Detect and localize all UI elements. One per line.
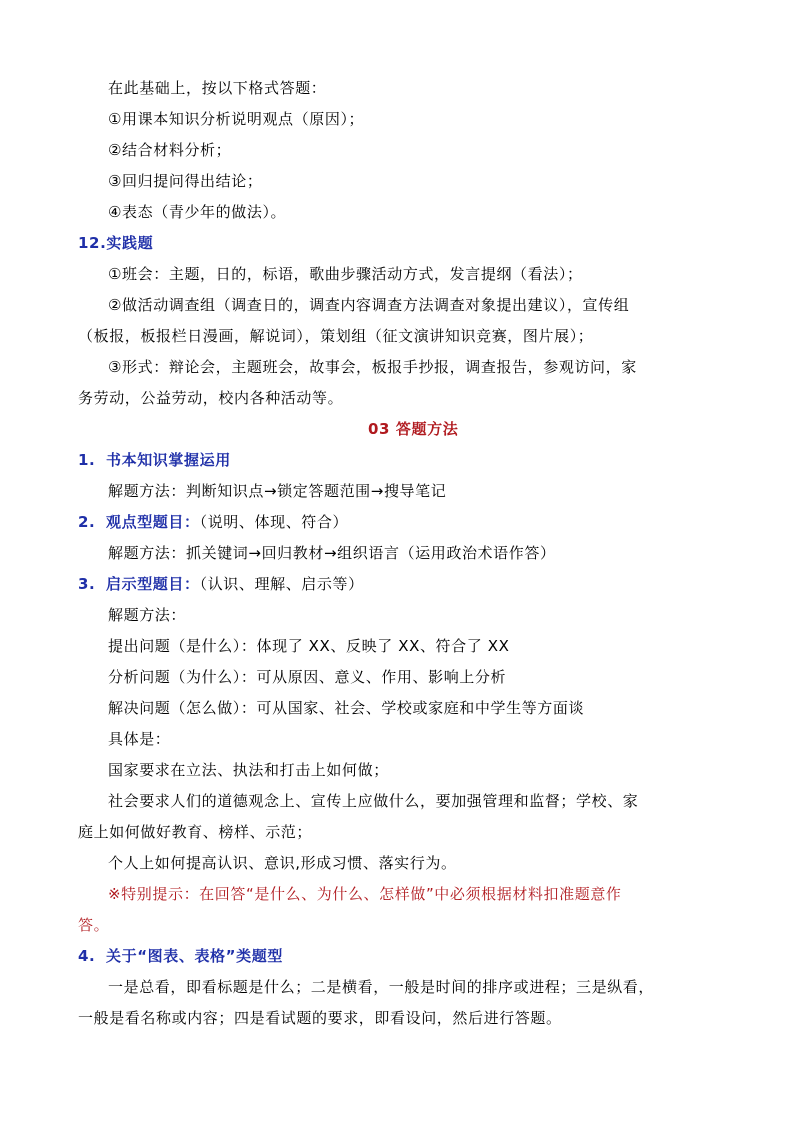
practice-point-1: ①班会：主题，日的，标语，歌曲步骤活动方式，发言提纲（看法）； [108, 265, 583, 283]
item-3-state: 国家要求在立法、执法和打击上如何做； [108, 761, 389, 779]
item-3-heading [78, 574, 364, 594]
item-3-method-label: 解题方法： [108, 606, 187, 624]
item-3-why: 分析问题（为什么）：可从原因、意义、作用、影响上分析 [108, 668, 507, 686]
item-4-heading [78, 946, 283, 966]
item-2-method: 解题方法：抓关键词→回归教材→组织语言（运用政治术语作答） [108, 544, 556, 562]
item-4-text-cont: 一般是看名称或内容；四是看试题的要求，即看设问，然后进行答题。 [78, 1009, 562, 1027]
practice-point-2: ②做活动调查组（调查日的，调查内容调查方法调查对象提出建议），宣传组 [108, 296, 630, 314]
item-4-title: 关于“图表、表格”类题型 [106, 947, 283, 965]
item-2-note: （说明、体现、符合） [199, 513, 349, 531]
practice-point-3: ③形式：辩论会，主题班会，故事会，板报手抄报，调查报告，参观访问，家 [108, 358, 637, 376]
item-3-specifics-label: 具体是： [108, 730, 171, 748]
item-2-heading [78, 512, 348, 532]
format-intro: 在此基础上，按以下格式答题： [108, 79, 327, 97]
item-4-text: 一是总看，即看标题是什么；二是横看，一般是时间的排序或进程；三是纵看， [108, 978, 655, 996]
item-3-title: 启示型题目： [106, 575, 200, 593]
format-step-1: ①用课本知识分析说明观点（原因）； [108, 110, 365, 128]
format-step-4: ④表态（青少年的做法）。 [108, 203, 287, 221]
practice-point-2-cont: （板报，板报栏日漫画，解说词），策划组（征文演讲知识竞赛，图片展）； [78, 327, 594, 345]
practice-heading: 12.实践题 [78, 234, 154, 252]
special-tip: ※特别提示：在回答“是什么、为什么、怎样做”中必须根据材料扣准题意作 [108, 885, 622, 903]
item-1-number: 1. [78, 451, 96, 469]
section-title: 03 答题方法 [368, 420, 459, 438]
item-3-society-cont: 庭上如何做好教育、榜样、示范； [78, 823, 313, 841]
practice-point-3-cont: 务劳动，公益劳动，校内各种活动等。 [78, 389, 344, 407]
item-3-number: 3. [78, 575, 96, 593]
item-1-method: 解题方法：判断知识点→锁定答题范围→搜导笔记 [108, 482, 447, 500]
item-3-what: 提出问题（是什么）：体现了 XX、反映了 XX、符合了 XX [108, 637, 510, 655]
item-3-how: 解决问题（怎么做）：可从国家、社会、学校或家庭和中学生等方面谈 [108, 699, 585, 717]
item-4-number: 4. [78, 947, 96, 965]
special-tip-cont: 答。 [78, 916, 110, 934]
item-2-number: 2. [78, 513, 96, 531]
item-2-title: 观点型题目： [106, 513, 200, 531]
format-step-2: ②结合材料分析； [108, 141, 232, 159]
item-3-society: 社会要求人们的道德观念上、宣传上应做什么，要加强管理和监督；学校、家 [108, 792, 639, 810]
item-1-heading [78, 450, 231, 470]
format-step-3: ③回归提问得出结论； [108, 172, 263, 190]
item-3-note: （认识、理解、启示等） [199, 575, 364, 593]
item-3-individual: 个人上如何提高认识、意识,形成习惯、落实行为。 [108, 854, 457, 872]
item-1-title: 书本知识掌握运用 [106, 451, 231, 469]
